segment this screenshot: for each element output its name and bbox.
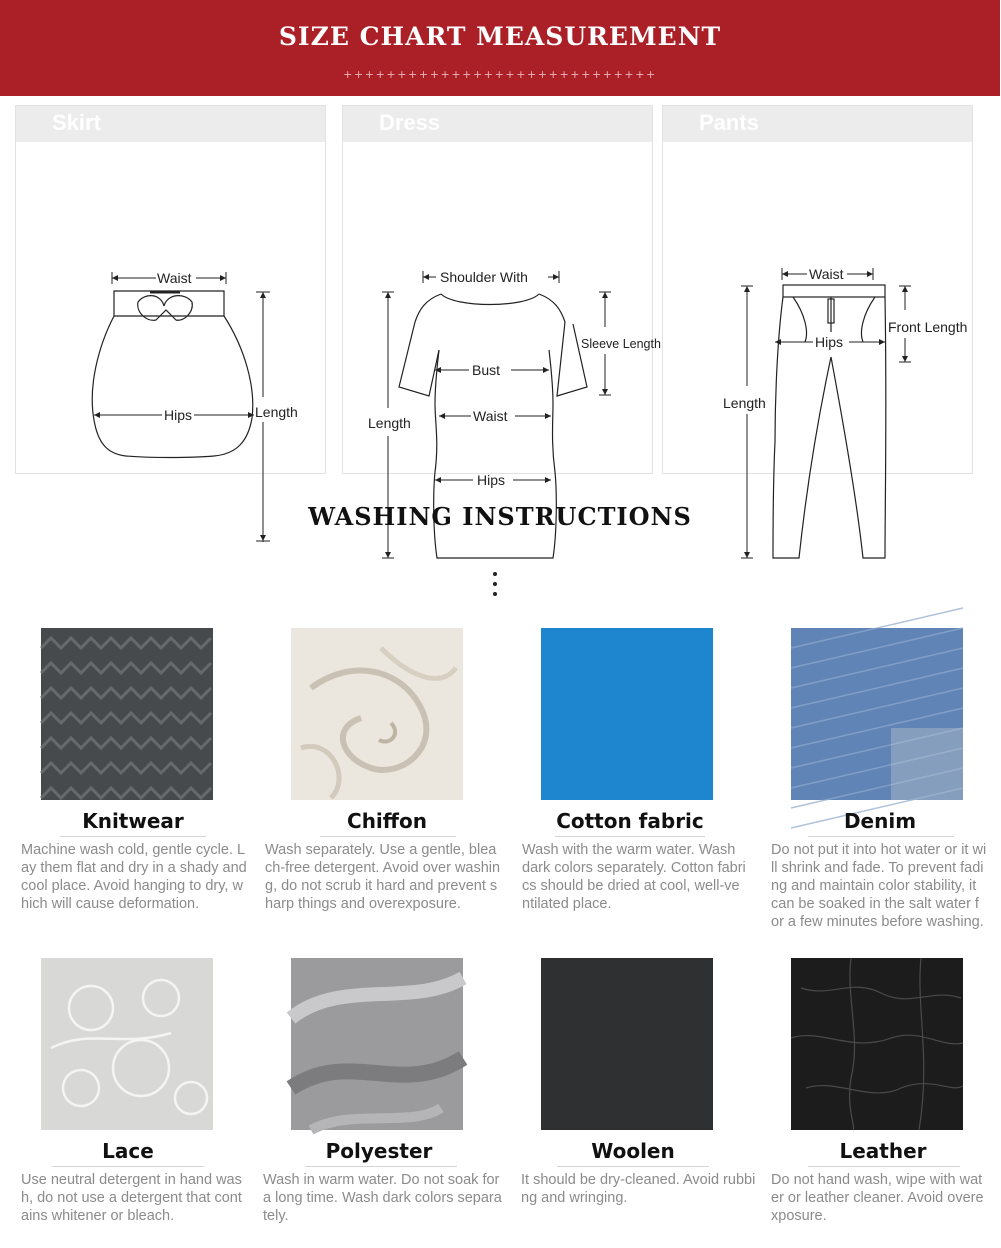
page-title: SIZE CHART MEASUREMENT [278, 22, 722, 51]
fabric-underline [320, 836, 456, 837]
woolen-swatch [541, 958, 713, 1130]
pants-size-panel [662, 105, 973, 474]
fabric-name-woolen: Woolen [591, 1139, 675, 1163]
cotton-fabric-swatch [541, 628, 713, 800]
fabric-underline [60, 836, 206, 837]
fabric-name-knitwear: Knitwear [82, 809, 184, 833]
fabric-description-woolen: It should be dry-cleaned. Avoid rubbing and wringing. [521, 1172, 756, 1206]
fabric-name-denim: Denim [843, 809, 917, 833]
fabric-underline [557, 1166, 709, 1167]
panel-title: Pants [699, 110, 759, 135]
fabric-description-denim: Do not put it into hot water or it will shrink and fade. To prevent fading and maintain color stability, it can be soaked in the salt water for a few minutes before washing. [771, 842, 987, 930]
panel-header [16, 106, 325, 142]
skirt-hips-label: Hips [164, 407, 193, 423]
washing-section-title: WASHING INSTRUCTIONS [308, 502, 692, 531]
dress-waist-label: Waist [473, 408, 508, 424]
dress-length-label: Length [368, 415, 411, 431]
dress-sleeve-label: Sleeve Length [581, 337, 661, 351]
fabric-description-lace: Use neutral detergent in hand wash, do not use a detergent that contains whitener or bleach. [21, 1172, 242, 1224]
pants-waist-label: Waist [809, 266, 844, 282]
header-decoration: +++++++++++++++++++++++++++++ [343, 68, 657, 81]
denim-swatch [791, 628, 963, 800]
dress-diagram [343, 142, 661, 488]
dress-bust-label: Bust [472, 362, 501, 378]
header-banner [0, 0, 1000, 96]
skirt-waist-label: Waist [157, 270, 192, 286]
fabric-description-knitwear: Machine wash cold, gentle cycle. Lay them flat and dry in a shady and cool place. Avoid hanging to dry, which will cause deformation. [21, 842, 247, 912]
dots-divider-icon [493, 572, 499, 602]
skirt-size-panel [15, 105, 326, 474]
pants-length-label: Length [723, 395, 766, 411]
panel-title: Dress [379, 110, 441, 135]
skirt-diagram [16, 142, 325, 473]
fabric-underline [808, 836, 954, 837]
fabric-description-cotton-fabric: Wash with the warm water. Wash dark colors separately. Cotton fabrics should be dried at cool, well-ventilated place. [522, 842, 746, 912]
dress-hips-label: Hips [477, 472, 506, 488]
pants-hips-label: Hips [815, 334, 844, 350]
pants-front-length-label: Front Length [888, 319, 968, 335]
chiffon-swatch [291, 628, 463, 800]
fabric-description-leather: Do not hand wash, wipe with water or leather cleaner. Avoid overexposure. [771, 1172, 984, 1224]
fabric-description-polyester: Wash in warm water. Do not soak for a long time. Wash dark colors separately. [263, 1172, 502, 1224]
fabric-name-cotton-fabric: Cotton fabric [556, 809, 704, 833]
fabric-underline [555, 836, 705, 837]
lace-swatch [41, 958, 213, 1130]
fabric-underline [52, 1166, 204, 1167]
dress-size-panel [342, 105, 661, 488]
fabric-description-chiffon: Wash separately. Use a gentle, bleach-free detergent. Avoid over washing, do not scrub it hard and prevent sharp things and overexposure. [265, 842, 501, 912]
fabric-underline [305, 1166, 457, 1167]
dress-shoulder-label: Shoulder With [440, 269, 528, 285]
fabric-name-lace: Lace [102, 1139, 154, 1163]
panel-title: Skirt [52, 110, 101, 135]
fabric-underline [808, 1166, 960, 1167]
panel-header [343, 106, 652, 142]
fabric-name-polyester: Polyester [325, 1139, 433, 1163]
fabric-name-chiffon: Chiffon [347, 809, 427, 833]
knitwear-swatch [41, 628, 213, 800]
polyester-swatch [291, 958, 463, 1130]
panel-header [663, 106, 972, 142]
pants-diagram [663, 142, 972, 473]
skirt-length-label: Length [255, 404, 298, 420]
fabric-name-leather: Leather [839, 1139, 927, 1163]
leather-swatch [791, 958, 963, 1130]
